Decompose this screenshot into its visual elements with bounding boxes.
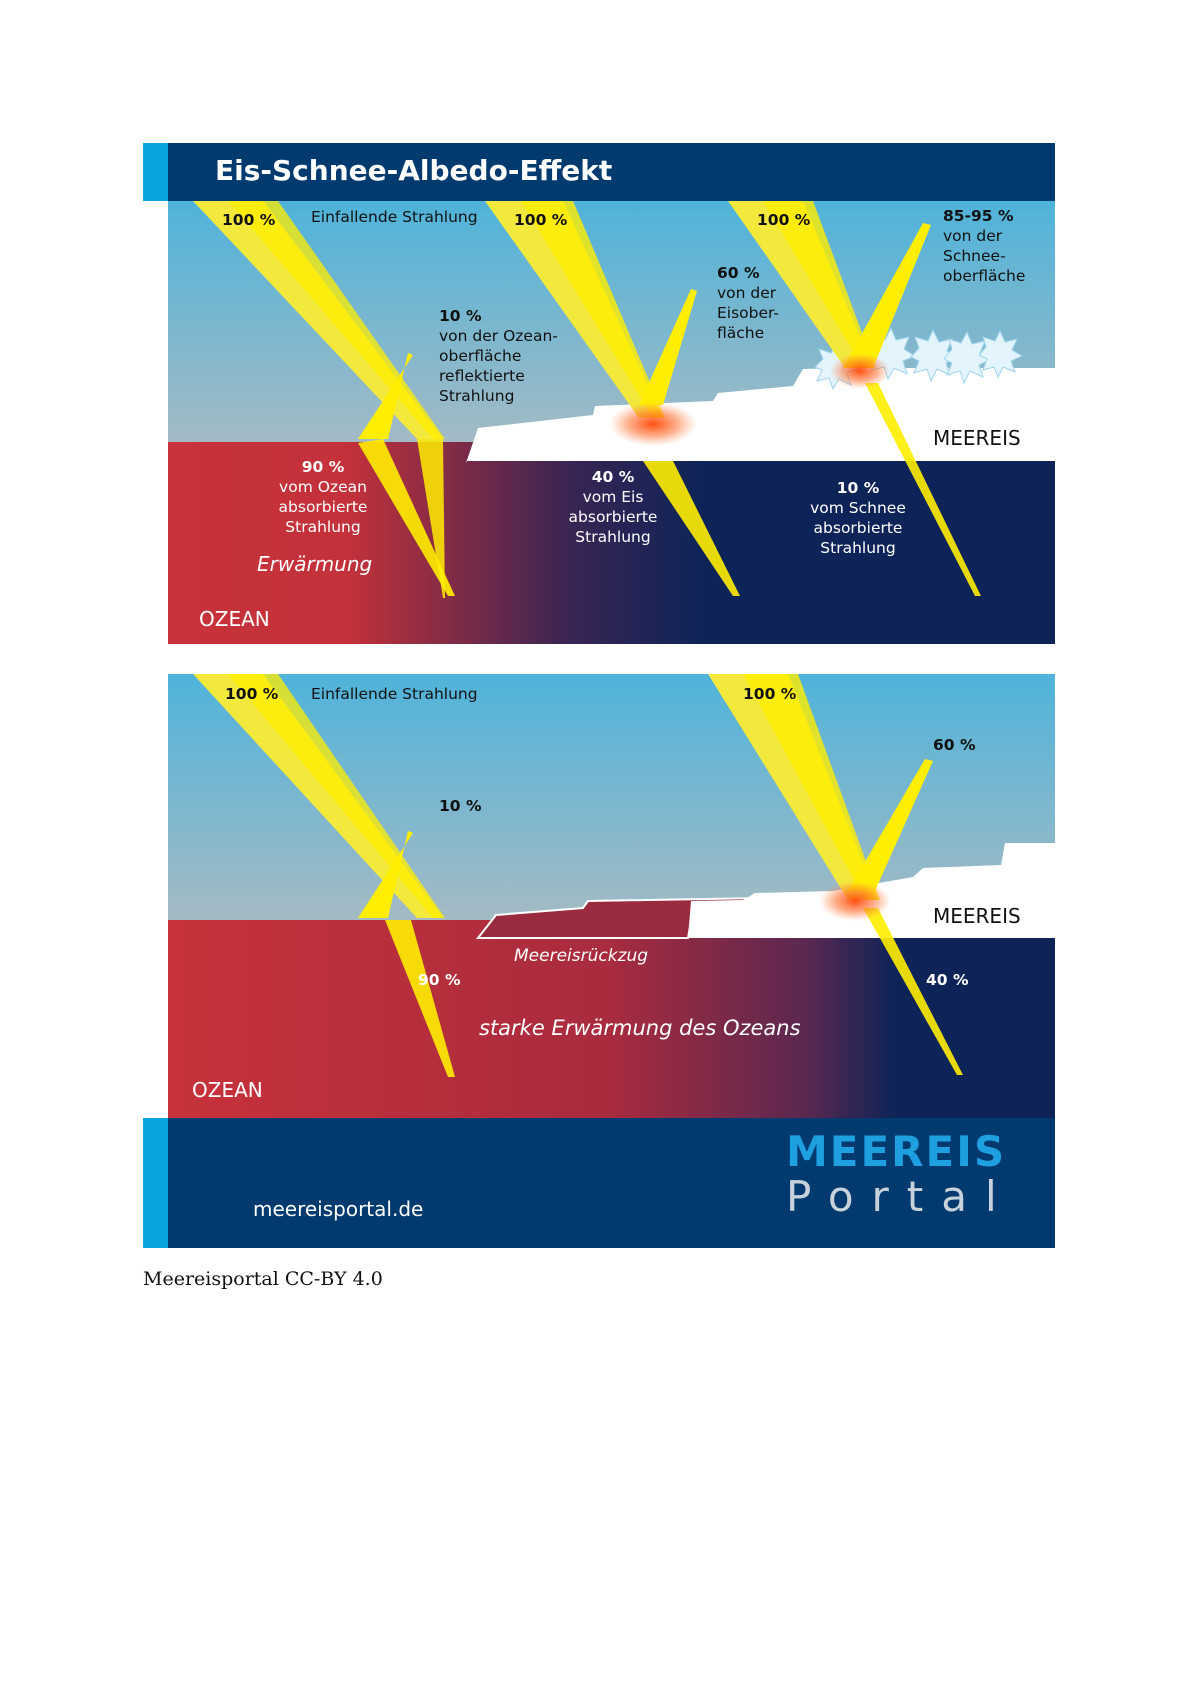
top-snow-absorbed-value: 10 % <box>836 479 880 497</box>
top-ocean-absorbed-text: vom Ozean absorbierte Strahlung <box>278 478 368 536</box>
image-caption: Meereisportal CC-BY 4.0 <box>143 1268 383 1290</box>
bottom-ocean-reflected-value: 10 % <box>439 797 482 815</box>
bottom-warming-label: starke Erwärmung des Ozeans <box>479 1016 801 1040</box>
infographic-title: Eis-Schnee-Albedo-Effekt <box>215 154 613 187</box>
top-snow-absorbed-text: vom Schnee absorbierte Strahlung <box>810 499 906 557</box>
top-snow-reflected-text: von der Schnee- oberfläche <box>943 227 1026 285</box>
bottom-sea-ice-label: MEEREIS <box>933 904 1021 928</box>
top-ice-absorbed-text: vom Eis absorbierte Strahlung <box>568 488 658 546</box>
top-ocean-reflected-text: von der Ozean- oberfläche reflektierte Strahlung <box>439 327 558 405</box>
bottom-incoming-label: Einfallende Strahlung <box>311 685 478 703</box>
albedo-infographic <box>143 143 1055 1248</box>
top-ice-incoming-value: 100 % <box>514 211 568 229</box>
top-snow-reflected-value: 85-95 % <box>943 207 1014 225</box>
top-ocean-label: OZEAN <box>199 607 270 631</box>
top-ice-reflected-text: von der Eisober- fläche <box>717 284 780 342</box>
bottom-ice-incoming-value: 100 % <box>743 685 797 703</box>
logo-meereis: MEEREIS <box>786 1127 1007 1176</box>
bottom-ocean-incoming-value: 100 % <box>225 685 279 703</box>
logo-portal: Portal <box>786 1172 1015 1221</box>
accent-strip-bottom <box>143 1118 168 1248</box>
bottom-ocean-label: OZEAN <box>192 1078 263 1102</box>
sea-ice-retreat-label: Meereisrückzug <box>514 946 649 966</box>
bottom-ocean-absorbed-value: 90 % <box>418 971 461 989</box>
top-ice-absorbed-value: 40 % <box>591 468 635 486</box>
top-warming-label: Erwärmung <box>257 552 373 576</box>
top-ice-reflected-value: 60 % <box>717 264 760 282</box>
top-incoming-label: Einfallende Strahlung <box>311 208 478 226</box>
infographic-artwork <box>143 143 1055 1248</box>
top-ocean-reflected-value: 10 % <box>439 307 482 325</box>
bottom-ice-absorbed-value: 40 % <box>926 971 969 989</box>
top-snow-incoming-value: 100 % <box>757 211 811 229</box>
website-link[interactable]: meereisportal.de <box>253 1197 424 1221</box>
bottom-ice-reflected-value: 60 % <box>933 736 976 754</box>
top-ocean-incoming-value: 100 % <box>222 211 276 229</box>
top-sea-ice-label: MEEREIS <box>933 426 1021 450</box>
accent-strip-top <box>143 143 168 201</box>
top-ocean-absorbed-value: 90 % <box>301 458 345 476</box>
